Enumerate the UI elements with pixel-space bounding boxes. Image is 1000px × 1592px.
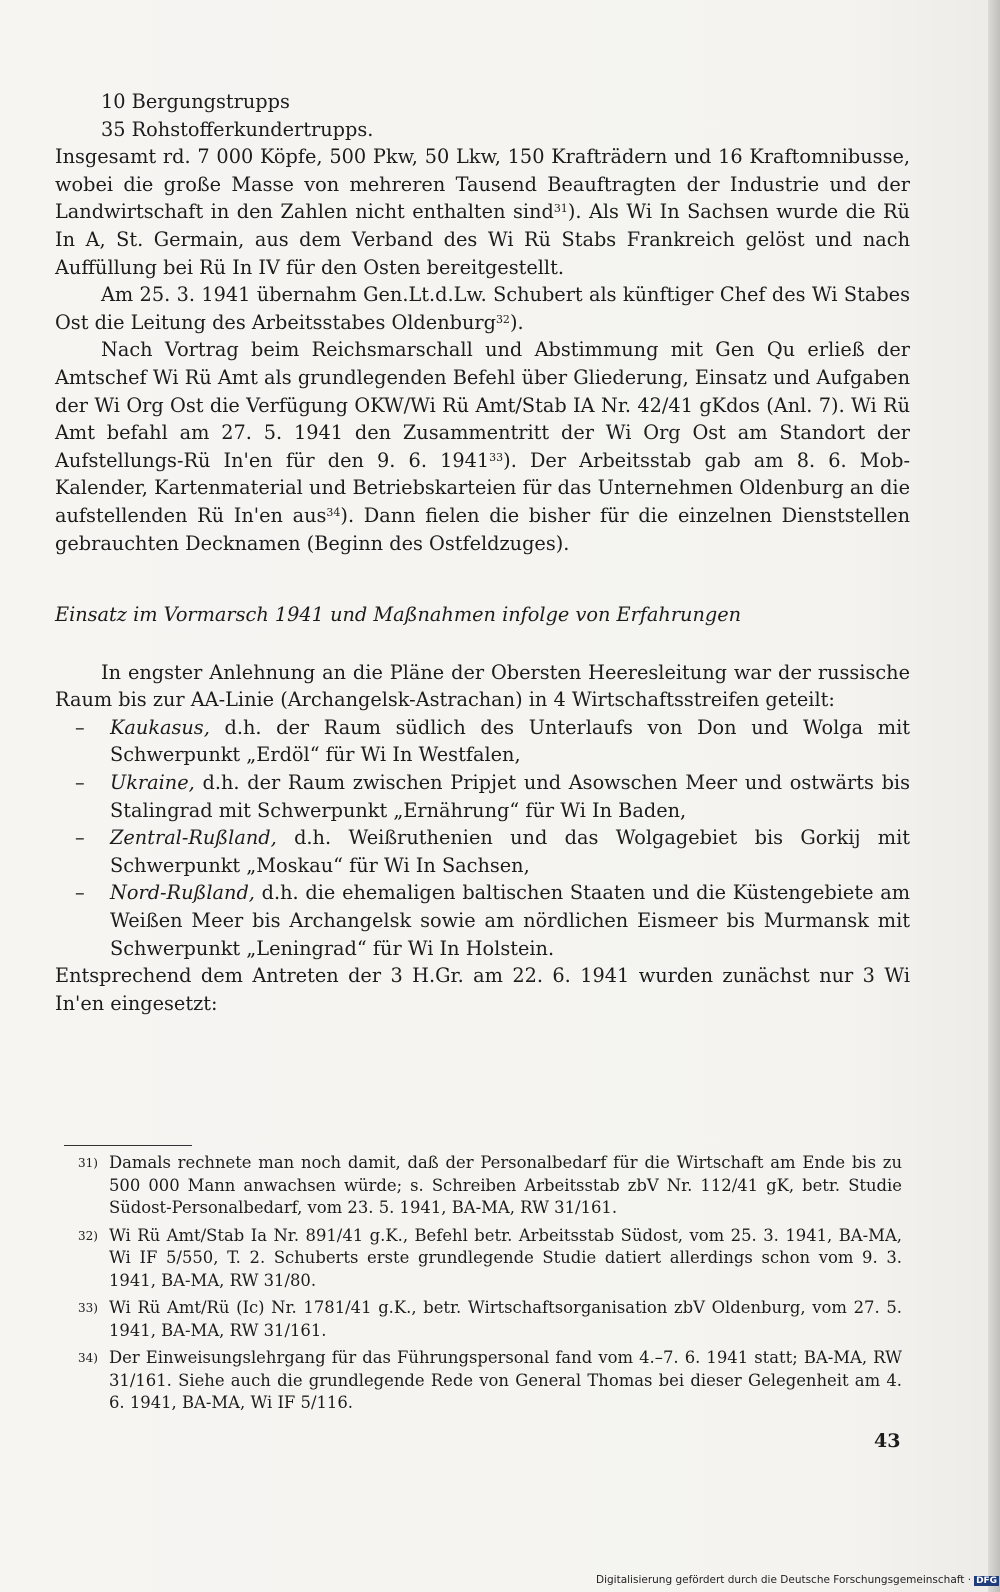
paragraph-3-text-a: Nach Vortrag beim Reichsmarschall und Abstimmung mit Gen Qu erließ der Amtschef Wi Rü Amt als grundlegenden Befehl über Gliederung, Einsatz und Aufgaben der Wi Org Ost die Verfügung OKW/Wi Rü Amt/Stab IA Nr. 42/41 gKdos (Anl. 7). Wi Rü Amt befahl am 27. 5. 1941 den Zusammentritt der Wi Org Ost am Standort der Aufstellungs-Rü In'en für den 9. 6. 1941	[55, 338, 910, 472]
footnote-34	[64, 1347, 902, 1415]
region-term: Nord-Rußland,	[110, 881, 255, 905]
list-item-zentral-russland	[55, 824, 910, 879]
region-term: Ukraine,	[110, 771, 195, 795]
footnote-33	[64, 1297, 902, 1342]
footnote-ref-32: 32	[495, 312, 510, 326]
page-number: 43	[874, 1430, 901, 1452]
paragraph-1-text-b: ). Als Wi In Sachsen wurde die Rü In A, St. Germain, aus dem Verband des Wi Rü Stabs Frankreich gelöst und nach Auffüllung bei Rü In IV für den Osten bereitgestellt.	[55, 200, 910, 279]
region-description: d.h. die ehemaligen baltischen Staaten und die Küstengebiete am Weißen Meer bis Archangelsk sowie am nördlichen Eismeer bis Murmansk mit Schwerpunkt „Leningrad“ für Wi In Holstein.	[110, 881, 910, 960]
region-list	[55, 714, 910, 962]
region-term: Zentral-Rußland,	[110, 826, 277, 850]
paragraph-2-text-a: Am 25. 3. 1941 übernahm Gen.Lt.d.Lw. Schubert als künftiger Chef des Wi Stabes Ost die Leitung des Arbeitsstabes Oldenburg	[55, 283, 910, 334]
dash-mark: –	[75, 826, 85, 850]
footnote-text: Wi Rü Amt/Rü (Ic) Nr. 1781/41 g.K., betr. Wirtschaftsorganisation zbV Oldenburg, vom 27. 5. 1941, BA-MA, RW 31/161.	[109, 1298, 902, 1340]
paragraph-5: Entsprechend dem Antreten der 3 H.Gr. am 22. 6. 1941 wurden zunächst nur 3 Wi In'en eingesetzt:	[55, 964, 910, 1015]
list-line-bergungstrupps: 10 Bergungstrupps	[101, 90, 290, 113]
footnote-ref-34: 34	[326, 505, 341, 519]
section-heading: Einsatz im Vormarsch 1941 und Maßnahmen infolge von Erfahrungen	[55, 603, 742, 627]
dash-mark: –	[75, 771, 85, 795]
footnote-separator	[64, 1145, 192, 1146]
credit-text: Digitalisierung gefördert durch die Deutsche Forschungsgemeinschaft ·	[596, 1574, 972, 1586]
paragraph-2-text-b: ).	[509, 310, 524, 334]
footnote-ref-31: 31	[553, 202, 568, 216]
paragraph-1	[55, 143, 910, 281]
footnote-mark: 34)	[78, 1351, 98, 1365]
footnote-32	[64, 1225, 902, 1293]
footnote-mark: 33)	[78, 1301, 98, 1315]
region-description: d.h. der Raum südlich des Unterlaufs von Don und Wolga mit Schwerpunkt „Erdöl“ für Wi In Westfalen,	[110, 715, 910, 767]
paragraph-2	[55, 281, 910, 336]
region-term: Kaukasus,	[110, 715, 210, 739]
footnote-text: Wi Rü Amt/Stab Ia Nr. 891/41 g.K., Befehl betr. Arbeitsstab Südost, vom 25. 3. 1941, BA-MA, Wi IF 5/550, T. 2. Schuberts erste grundlegende Studie datiert allerdings schon vom 9. 3. 1941, BA-MA, RW 31/80.	[109, 1225, 902, 1290]
footnotes	[64, 1152, 902, 1420]
digitization-credit	[596, 1574, 999, 1586]
dash-mark: –	[75, 881, 85, 905]
dfg-logo: DFG	[976, 1576, 998, 1586]
paragraph-3-text-b: ). Der Arbeitsstab gab am 8. 6. Mob-Kalender, Kartenmaterial und Betriebskarteien für das Unternehmen Oldenburg an die aufstellenden Rü In'en aus	[55, 448, 910, 527]
main-text	[55, 88, 910, 1017]
footnote-31	[64, 1152, 902, 1220]
footnote-text: Der Einweisungslehrgang für das Führungspersonal fand vom 4.–7. 6. 1941 statt; BA-MA, RW 31/161. Siehe auch die grundlegende Rede von General Thomas bei dieser Gelegenheit am 4. 6. 1941, BA-MA, Wi IF 5/116.	[109, 1348, 902, 1412]
page-edge-shadow	[988, 0, 1000, 1592]
list-item-ukraine	[55, 769, 910, 824]
list-line-rohstofferkundertrupps: 35 Rohstofferkundertrupps.	[101, 117, 374, 141]
region-description: d.h. Weißruthenien und das Wolgagebiet bis Gorkij mit Schwerpunkt „Moskau“ für Wi In Sachsen,	[110, 826, 910, 877]
footnote-ref-33: 33	[489, 450, 504, 464]
footnote-mark: 31)	[78, 1156, 98, 1170]
footnote-mark: 32)	[78, 1228, 98, 1243]
dash-mark: –	[75, 715, 85, 739]
footnote-text: Damals rechnete man noch damit, daß der Personalbedarf für die Wirtschaft am Ende bis zu 500 000 Mann anwachsen würde; s. Schreiben Arbeitsstab zbV Nr. 112/41 gK, betr. Studie Südost-Personalbedarf, vom 23. 5. 1941, BA-MA, RW 31/161.	[109, 1153, 902, 1217]
paragraph-4: In engster Anlehnung an die Pläne der Obersten Heeresleitung war der russische Raum bis zur AA-Linie (Archangelsk-Astrachan) in 4 Wirtschaftsstreifen geteilt:	[55, 660, 910, 712]
paragraph-3-text-c: ). Dann fielen die bisher für die einzelnen Dienststellen gebrauchten Decknamen (Beginn des Ostfeldzuges).	[55, 503, 911, 555]
paragraph-1-text-a: Insgesamt rd. 7 000 Köpfe, 500 Pkw, 50 Lkw, 150 Krafträdern und 16 Kraftomnibusse, wobei die große Masse von mehreren Tausend Beauftragten der Industrie und der Landwirtschaft in den Zahlen nicht enthalten sind	[55, 145, 910, 224]
list-item-kaukasus	[55, 714, 910, 769]
region-description: d.h. der Raum zwischen Pripjet und Asowschen Meer und ostwärts bis Stalingrad mit Schwerpunkt „Ernährung“ für Wi In Baden,	[110, 771, 910, 822]
list-item-nord-russland	[55, 879, 910, 962]
paragraph-3	[55, 336, 910, 557]
